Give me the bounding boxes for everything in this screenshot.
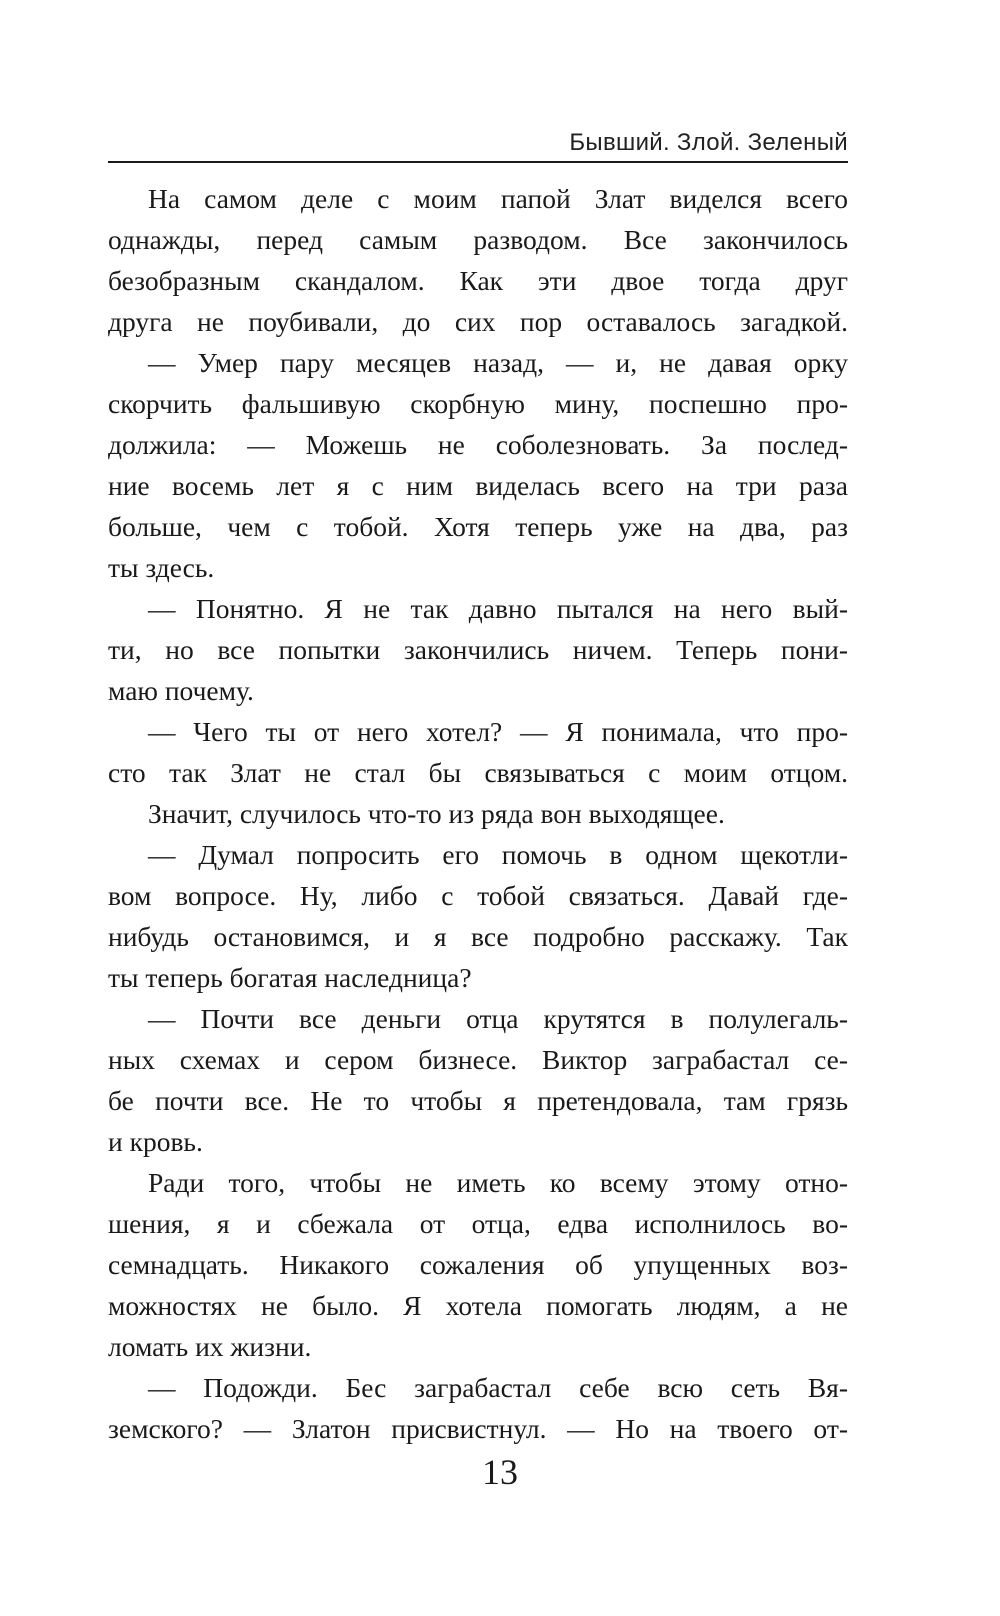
text-line: — Подожди. Бес заграбастал себе всю сеть Вя- — [148, 1372, 848, 1403]
header-rule — [108, 161, 848, 163]
text-line: безобразным скандалом. Как эти двое тогда друг — [108, 265, 848, 296]
text-line: семнадцать. Никакого сожаления об упущенных воз- — [108, 1249, 848, 1280]
text-line: друга не поубивали, до сих пор оставалось загадкой. — [108, 306, 848, 337]
text-line: маю почему. — [108, 675, 254, 706]
text-line: — Понятно. Я не так давно пытался на него вый- — [148, 593, 848, 624]
text-line: и кровь. — [108, 1126, 203, 1157]
text-line: вом вопросе. Ну, либо с тобой связаться. Давай где- — [108, 880, 848, 911]
text-line: Значит, случилось что-то из ряда вон выходящее. — [148, 798, 725, 829]
text-line: — Думал попросить его помочь в одном щекотли- — [148, 839, 848, 870]
text-line: ты здесь. — [108, 552, 215, 583]
page-body-text — [108, 178, 848, 1449]
text-line: нибудь остановимся, и я все подробно расскажу. Так — [108, 921, 848, 952]
running-head-title: Бывший. Злой. Зеленый — [569, 129, 848, 156]
text-line: шения, я и сбежала от отца, едва исполнилось во- — [108, 1208, 848, 1239]
text-line: скорчить фальшивую скорбную мину, поспешно про- — [108, 388, 848, 419]
text-line: можностях не было. Я хотела помогать людям, а не — [108, 1290, 848, 1321]
text-line: больше, чем с тобой. Хотя теперь уже на два, раз — [108, 511, 848, 542]
text-line: ломать их жизни. — [108, 1331, 312, 1362]
text-line: должила: — Можешь не соболезновать. За послед- — [108, 429, 848, 460]
text-line: — Почти все деньги отца крутятся в полулегаль- — [148, 1003, 848, 1034]
text-line: однажды, перед самым разводом. Все закончилось — [108, 224, 848, 255]
text-line: ных схемах и сером бизнесе. Виктор заграбастал се- — [108, 1044, 848, 1075]
text-line: — Чего ты от него хотел? — Я понимала, что про- — [148, 716, 848, 747]
text-line: На самом деле с моим папой Злат виделся всего — [148, 183, 848, 214]
text-line: Ради того, чтобы не иметь ко всему этому отно- — [148, 1167, 848, 1198]
text-line: ние восемь лет я с ним виделась всего на три раза — [108, 470, 848, 501]
text-line: бе почти все. Не то чтобы я претендовала, там грязь — [108, 1085, 848, 1116]
page-number: 13 — [482, 1452, 518, 1492]
text-line: ти, но все попытки закончились ничем. Теперь пони- — [108, 634, 848, 665]
text-line: сто так Злат не стал бы связываться с моим отцом. — [108, 757, 848, 788]
text-line: — Умер пару месяцев назад, — и, не давая орку — [148, 347, 848, 378]
text-line: ты теперь богатая наследница? — [108, 962, 472, 993]
text-line: земского? — Златон присвистнул. — Но на твоего от- — [108, 1413, 848, 1444]
